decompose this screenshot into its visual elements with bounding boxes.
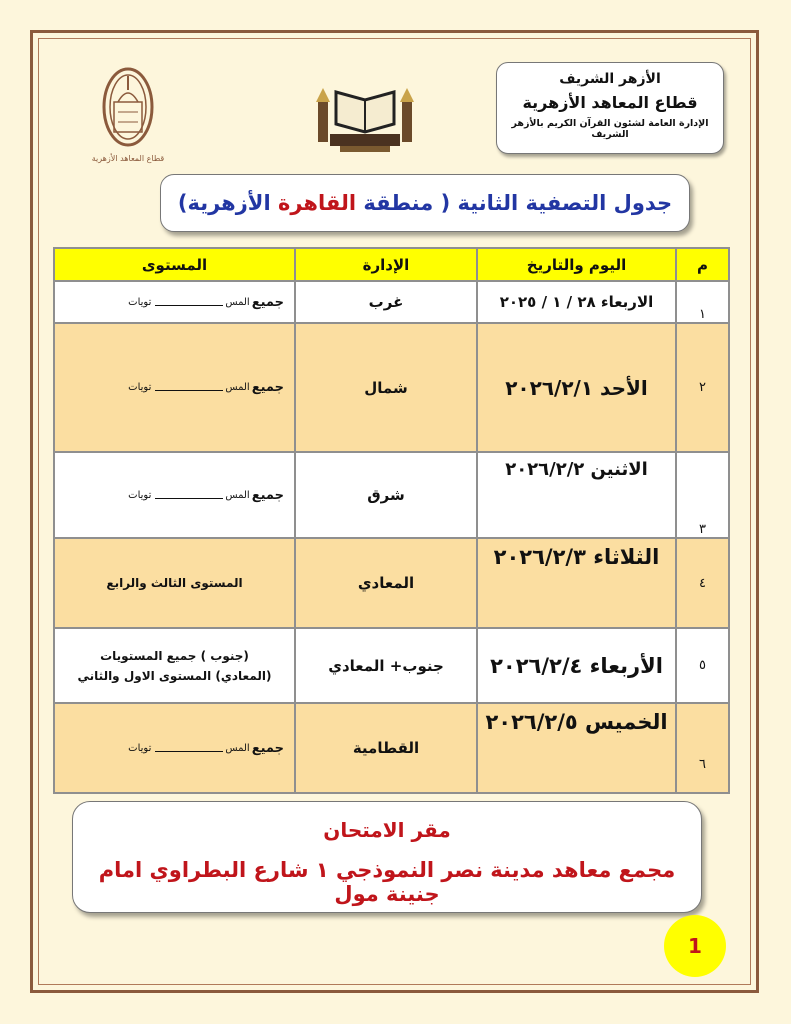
level-all-word: جميع xyxy=(251,294,284,310)
level-part-2: تويات xyxy=(128,382,152,393)
logo-caption: قطاع المعاهد الأزهرية xyxy=(91,154,165,163)
row-admin: القطامية xyxy=(295,703,477,793)
row-level xyxy=(54,628,295,703)
row-level xyxy=(54,281,295,323)
table-row xyxy=(54,323,729,452)
level-divider-line xyxy=(155,751,223,752)
row-admin: جنوب+ المعادي xyxy=(295,628,477,703)
quran-emblem xyxy=(310,74,420,154)
row-date: الأحد ٢٠٢٦/٢/١ xyxy=(477,323,676,452)
row-admin: المعادي xyxy=(295,538,477,628)
level-part-1: المس xyxy=(225,742,250,754)
row-num: ٦ xyxy=(676,703,729,793)
row-admin: شمال xyxy=(295,323,477,452)
row-date: الثلاثاء ٢٠٢٦/٢/٣ xyxy=(477,538,676,628)
title-part-1: جدول التصفية الثانية ( منطقة xyxy=(356,191,673,215)
level-line-1: (جنوب ) جميع المستويات xyxy=(100,648,249,663)
row-num: ٤ xyxy=(676,538,729,628)
row-num: ٢ xyxy=(676,323,729,452)
title-part-cairo: القاهرة xyxy=(277,191,357,215)
level-divider-line xyxy=(155,305,223,306)
row-level xyxy=(54,452,295,538)
header-num: م xyxy=(676,248,729,281)
level-part-1: المس xyxy=(225,296,250,308)
level-all-word: جميع xyxy=(251,740,284,756)
row-num: ٣ xyxy=(676,452,729,538)
azhar-institutes-logo xyxy=(88,62,168,172)
level-line-2: (المعادي) المستوى الاول والثاني xyxy=(77,668,272,683)
row-date: الخميس ٢٠٢٦/٢/٥ xyxy=(477,703,676,793)
title-part-3: الأزهرية) xyxy=(177,191,278,215)
level-part-1: المس xyxy=(225,489,250,501)
row-level xyxy=(54,323,295,452)
row-admin: غرب xyxy=(295,281,477,323)
header-line-department: الإدارة العامة لشئون القرآن الكريم بالأزهر الشريف xyxy=(511,118,709,140)
row-date: الاثنين ٢٠٢٦/٢/٢ xyxy=(477,452,676,538)
table-row xyxy=(54,703,729,793)
level-part-2: تويات xyxy=(128,489,152,501)
header-date: اليوم والتاريخ xyxy=(477,248,676,281)
exam-location-box xyxy=(72,801,702,913)
header-admin: الإدارة xyxy=(295,248,477,281)
row-admin: شرق xyxy=(295,452,477,538)
institution-header-box xyxy=(496,62,724,154)
open-quran-icon xyxy=(310,74,420,154)
level-part-2: تويات xyxy=(128,296,152,308)
row-date: الأربعاء ٢٠٢٦/٢/٤ xyxy=(477,628,676,703)
page-number-badge: 1 xyxy=(664,915,726,977)
table-row xyxy=(54,628,729,703)
table-row xyxy=(54,281,729,323)
header-line-azhar: الأزهر الشريف xyxy=(559,71,661,87)
schedule-table xyxy=(53,247,730,794)
header-line-sector: قطاع المعاهد الأزهرية xyxy=(522,93,698,112)
level-divider-line xyxy=(155,390,223,391)
header-level: المستوى xyxy=(54,248,295,281)
table-row xyxy=(54,538,729,628)
level-divider-line xyxy=(155,498,223,499)
row-num: ١ xyxy=(676,281,729,323)
level-part-1: المس xyxy=(225,382,250,393)
exam-location-address: مجمع معاهد مدينة نصر النموذجي ١ شارع البطراوي امام جنينة مول xyxy=(98,858,676,906)
level-all-word: جميع xyxy=(251,380,284,395)
exam-location-label: مقر الامتحان xyxy=(323,818,451,842)
row-date: الاربعاء ٢٨ / ١ / ٢٠٢٥ xyxy=(477,281,676,323)
row-level xyxy=(54,703,295,793)
table-row xyxy=(54,452,729,538)
schedule-title-box xyxy=(160,174,690,232)
title-text xyxy=(178,191,672,215)
level-part-2: تويات xyxy=(128,742,152,754)
level-all-word: جميع xyxy=(251,487,284,503)
table-header-row xyxy=(54,248,729,281)
row-num: ٥ xyxy=(676,628,729,703)
row-level: المستوى الثالث والرابع xyxy=(54,538,295,628)
